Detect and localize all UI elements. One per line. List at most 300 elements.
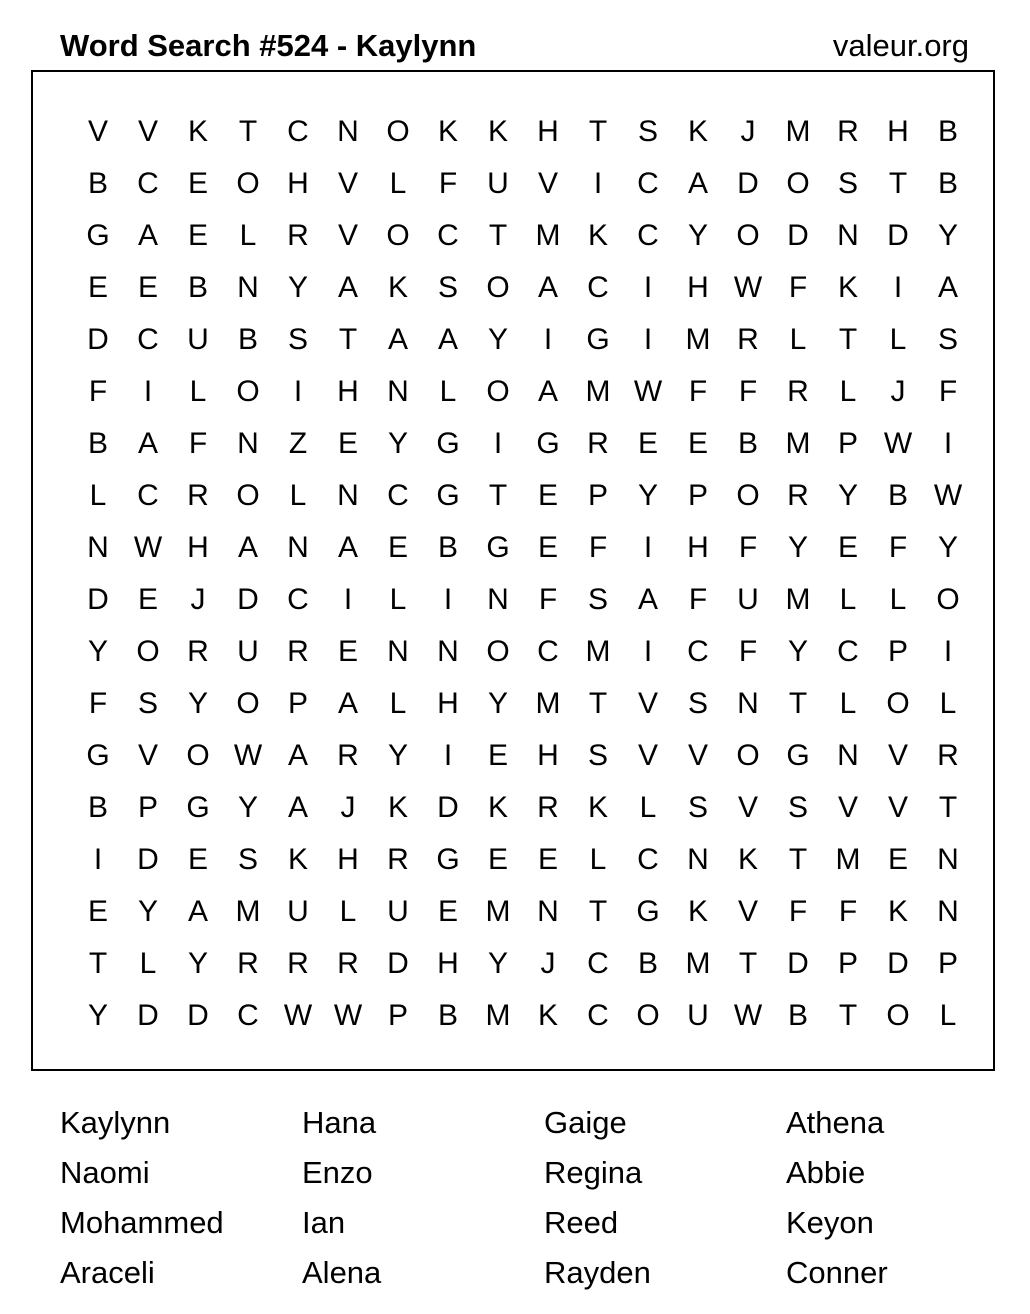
grid-cell: C (537, 635, 559, 668)
grid-cell: J (540, 947, 556, 980)
grid-cell: I (643, 531, 653, 564)
grid-cell: R (787, 479, 809, 512)
grid-cell: W (283, 999, 313, 1032)
grid-cell: V (537, 167, 558, 200)
grid-cell: M (585, 375, 611, 408)
grid-cell: B (887, 479, 908, 512)
grid-cell: O (236, 479, 260, 512)
grid-row (73, 314, 973, 366)
grid-cell: Y (837, 479, 858, 512)
grid-cell: C (287, 583, 309, 616)
word-item: Rayden (544, 1255, 651, 1290)
grid-cell: F (188, 427, 208, 460)
grid-cell: L (639, 791, 657, 824)
grid-cell: E (687, 427, 708, 460)
grid-cell: A (637, 583, 658, 616)
grid-cell: D (787, 219, 809, 252)
word-item: Abbie (786, 1155, 866, 1190)
grid-cell: I (643, 635, 653, 668)
grid-cell: F (588, 531, 608, 564)
grid-cell: R (537, 791, 559, 824)
grid-cell: C (287, 115, 309, 148)
grid-cell: O (236, 375, 260, 408)
grid-cell: M (485, 895, 511, 928)
grid-cell: A (387, 323, 408, 356)
grid-cell: E (387, 531, 408, 564)
grid-cell: H (437, 947, 459, 980)
grid-cell: R (737, 323, 759, 356)
grid-cell: B (937, 115, 958, 148)
grid-cell: N (387, 375, 409, 408)
grid-cell: V (337, 167, 358, 200)
grid-cell: K (387, 791, 408, 824)
grid-cell: E (137, 583, 158, 616)
word-item: Keyon (786, 1205, 874, 1240)
grid-cell: A (137, 219, 158, 252)
grid-cell: L (139, 947, 157, 980)
grid-cell: L (389, 583, 407, 616)
grid-cell: J (340, 791, 356, 824)
grid-cell: H (687, 531, 709, 564)
grid-cell: Y (237, 791, 258, 824)
grid-cell: M (685, 323, 711, 356)
grid-cell: T (588, 895, 608, 928)
word-item: Araceli (60, 1255, 155, 1290)
grid-cell: B (237, 323, 258, 356)
grid-cell: O (936, 583, 960, 616)
grid-cell: V (87, 115, 108, 148)
grid-cell: Y (937, 531, 958, 564)
grid-cell: B (87, 167, 108, 200)
grid-cell: K (687, 115, 708, 148)
grid-cell: C (687, 635, 709, 668)
grid-cell: F (788, 895, 808, 928)
grid-cell: K (687, 895, 708, 928)
grid-cell: Y (787, 635, 808, 668)
grid-cell: Y (787, 531, 808, 564)
grid-cell: I (143, 375, 153, 408)
grid-row (73, 418, 973, 470)
grid-cell: L (239, 219, 257, 252)
grid-cell: T (588, 687, 608, 720)
grid-cell: E (337, 635, 358, 668)
grid-cell: Y (487, 947, 508, 980)
grid-cell: T (838, 323, 858, 356)
grid-cell: O (736, 219, 760, 252)
grid-cell: Y (487, 323, 508, 356)
grid-cell: O (186, 739, 210, 772)
grid-cell: P (387, 999, 408, 1032)
grid-cell: C (237, 999, 259, 1032)
grid-row (73, 938, 973, 990)
grid-cell: E (837, 531, 858, 564)
grid-cell: B (937, 167, 958, 200)
grid-row (73, 366, 973, 418)
grid-cell: C (837, 635, 859, 668)
grid-cell: E (187, 219, 208, 252)
grid-cell: U (487, 167, 509, 200)
grid-cell: L (839, 375, 857, 408)
grid-cell: C (387, 479, 409, 512)
grid-cell: V (637, 687, 658, 720)
grid-cell: G (86, 219, 110, 252)
word-item: Hana (302, 1105, 377, 1140)
grid-cell: E (337, 427, 358, 460)
grid-cell: P (937, 947, 958, 980)
grid-cell: L (439, 375, 457, 408)
grid-cell: H (337, 843, 359, 876)
grid-cell: K (437, 115, 458, 148)
grid-cell: R (237, 947, 259, 980)
grid-cell: A (287, 791, 308, 824)
grid-cell: Y (187, 947, 208, 980)
grid-cell: H (537, 739, 559, 772)
grid-cell: Y (687, 219, 708, 252)
grid-cell: D (137, 999, 159, 1032)
grid-cell: I (493, 427, 503, 460)
grid-cell: B (187, 271, 208, 304)
grid-cell: S (837, 167, 858, 200)
grid-cell: A (337, 271, 358, 304)
grid-cell: I (593, 167, 603, 200)
grid-cell: T (788, 843, 808, 876)
grid-cell: A (337, 531, 358, 564)
grid-cell: K (287, 843, 308, 876)
grid-cell: W (933, 479, 963, 512)
grid-cell: O (736, 739, 760, 772)
grid-cell: Y (187, 687, 208, 720)
grid-cell: K (187, 115, 208, 148)
grid-cell: G (186, 791, 210, 824)
grid-cell: B (737, 427, 758, 460)
grid-cell: L (339, 895, 357, 928)
grid-cell: K (487, 791, 508, 824)
grid-cell: S (637, 115, 658, 148)
grid-cell: G (436, 843, 460, 876)
grid-cell: W (633, 375, 663, 408)
grid-cell: H (187, 531, 209, 564)
grid-cell: O (486, 375, 510, 408)
grid-cell: B (437, 999, 458, 1032)
grid-cell: Y (387, 427, 408, 460)
grid-cell: H (687, 271, 709, 304)
grid-cell: R (287, 947, 309, 980)
grid-cell: W (883, 427, 913, 460)
grid-cell: P (837, 947, 858, 980)
grid-cell: L (389, 167, 407, 200)
grid-cell: F (738, 375, 758, 408)
grid-cell: K (737, 843, 758, 876)
grid-cell: M (785, 115, 811, 148)
grid-cell: Y (637, 479, 658, 512)
grid-cell: I (643, 271, 653, 304)
grid-cell: J (740, 115, 756, 148)
grid-cell: Y (287, 271, 308, 304)
grid-cell: D (237, 583, 259, 616)
grid-cell: D (437, 791, 459, 824)
grid-cell: O (486, 635, 510, 668)
grid-cell: K (587, 791, 608, 824)
grid-cell: T (738, 947, 758, 980)
grid-cell: N (837, 739, 859, 772)
grid-cell: F (538, 583, 558, 616)
grid-row (73, 782, 973, 834)
grid-cell: T (838, 999, 858, 1032)
grid-cell: R (937, 739, 959, 772)
grid-cell: M (485, 999, 511, 1032)
grid-cell: Y (387, 739, 408, 772)
grid-cell: F (88, 687, 108, 720)
grid-cell: W (733, 999, 763, 1032)
grid-cell: C (437, 219, 459, 252)
grid-cell: F (88, 375, 108, 408)
grid-cell: H (887, 115, 909, 148)
grid-cell: R (287, 635, 309, 668)
grid-cell: C (637, 843, 659, 876)
grid-row (73, 990, 973, 1042)
grid-cell: N (537, 895, 559, 928)
grid-cell: W (333, 999, 363, 1032)
grid-cell: M (835, 843, 861, 876)
grid-cell: O (136, 635, 160, 668)
grid-cell: R (187, 635, 209, 668)
grid-cell: F (688, 583, 708, 616)
grid-cell: A (237, 531, 258, 564)
grid-cell: V (687, 739, 708, 772)
grid-cell: M (685, 947, 711, 980)
grid-cell: M (585, 635, 611, 668)
grid-cell: N (287, 531, 309, 564)
grid-cell: L (589, 843, 607, 876)
grid-cell: W (233, 739, 263, 772)
grid-cell: Y (87, 999, 108, 1032)
grid-cell: A (687, 167, 708, 200)
grid-cell: N (387, 635, 409, 668)
grid-cell: T (88, 947, 108, 980)
grid-cell: F (738, 531, 758, 564)
grid-row (73, 210, 973, 262)
grid-cell: N (687, 843, 709, 876)
grid-cell: P (287, 687, 308, 720)
word-item: Naomi (60, 1155, 150, 1190)
grid-cell: T (488, 219, 508, 252)
word-list (60, 1098, 1028, 1298)
grid-cell: R (337, 739, 359, 772)
grid-cell: I (293, 375, 303, 408)
grid-cell: L (839, 583, 857, 616)
grid-cell: O (386, 115, 410, 148)
site-name: valeur.org (832, 28, 969, 63)
grid-cell: I (943, 635, 953, 668)
grid-cell: P (887, 635, 908, 668)
grid-cell: I (443, 739, 453, 772)
grid-cell: U (737, 583, 759, 616)
grid-cell: T (338, 323, 358, 356)
grid-cell: E (87, 271, 108, 304)
grid-cell: T (588, 115, 608, 148)
grid-cell: K (587, 219, 608, 252)
grid-cell: C (137, 479, 159, 512)
grid-cell: W (133, 531, 163, 564)
grid-cell: E (537, 843, 558, 876)
grid-cell: A (137, 427, 158, 460)
grid-cell: J (890, 375, 906, 408)
grid-cell: K (887, 895, 908, 928)
grid-cell: Y (137, 895, 158, 928)
grid-cell: Y (87, 635, 108, 668)
grid-cell: O (886, 687, 910, 720)
grid-cell: O (786, 167, 810, 200)
grid-cell: D (887, 219, 909, 252)
grid-cell: V (837, 791, 858, 824)
grid-cell: G (786, 739, 810, 772)
grid-cell: O (236, 687, 260, 720)
grid-row (73, 886, 973, 938)
grid-cell: G (636, 895, 660, 928)
grid-cell: O (486, 271, 510, 304)
grid-cell: D (187, 999, 209, 1032)
grid-cell: I (343, 583, 353, 616)
grid-cell: U (287, 895, 309, 928)
grid-cell: V (637, 739, 658, 772)
grid-cell: A (337, 687, 358, 720)
grid-cell: D (887, 947, 909, 980)
grid-cell: S (137, 687, 158, 720)
grid-cell: L (289, 479, 307, 512)
word-item: Conner (786, 1255, 888, 1290)
grid-cell: M (235, 895, 261, 928)
grid-cell: K (537, 999, 558, 1032)
grid-cell: C (637, 219, 659, 252)
grid-cell: R (587, 427, 609, 460)
grid-cell: D (737, 167, 759, 200)
word-item: Kaylynn (60, 1105, 171, 1140)
grid-row (73, 834, 973, 886)
grid-cell: V (737, 791, 758, 824)
grid-cell: D (787, 947, 809, 980)
grid-cell: L (939, 687, 957, 720)
grid-cell: M (785, 583, 811, 616)
grid-cell: D (87, 583, 109, 616)
grid-cell: V (337, 219, 358, 252)
grid-cell: N (337, 115, 359, 148)
grid-cell: F (888, 531, 908, 564)
grid-cell: B (87, 427, 108, 460)
grid-cell: G (86, 739, 110, 772)
grid-cell: A (187, 895, 208, 928)
grid-cell: N (237, 427, 259, 460)
grid-cell: E (537, 479, 558, 512)
grid-cell: T (488, 479, 508, 512)
grid-cell: O (736, 479, 760, 512)
grid-cell: S (287, 323, 308, 356)
grid-row (73, 470, 973, 522)
grid-cell: G (436, 427, 460, 460)
grid-cell: A (287, 739, 308, 772)
grid-cell: A (537, 375, 558, 408)
grid-cell: L (789, 323, 807, 356)
grid-cell: K (837, 271, 858, 304)
grid-cell: H (437, 687, 459, 720)
grid-cell: P (837, 427, 858, 460)
grid-cell: I (893, 271, 903, 304)
grid-row (73, 678, 973, 730)
grid-row (73, 626, 973, 678)
grid-cell: C (587, 271, 609, 304)
grid-cell: O (386, 219, 410, 252)
grid-cell: S (587, 583, 608, 616)
grid-cell: F (788, 271, 808, 304)
word-item: Athena (786, 1105, 885, 1140)
grid-cell: E (487, 739, 508, 772)
grid-cell: E (637, 427, 658, 460)
grid-cell: B (87, 791, 108, 824)
grid-cell: R (187, 479, 209, 512)
grid-cell: E (137, 271, 158, 304)
word-item: Gaige (544, 1105, 627, 1140)
grid-cell: V (887, 791, 908, 824)
grid-cell: I (443, 583, 453, 616)
grid-row (73, 106, 973, 158)
grid-cell: Z (288, 427, 308, 460)
grid-cell: G (436, 479, 460, 512)
grid-cell: E (187, 843, 208, 876)
grid-cell: A (937, 271, 958, 304)
grid-cell: T (938, 791, 958, 824)
grid-cell: E (537, 531, 558, 564)
grid-row (73, 522, 973, 574)
grid-cell: T (888, 167, 908, 200)
grid-cell: R (287, 219, 309, 252)
grid-cell: E (187, 167, 208, 200)
grid-cell: N (937, 895, 959, 928)
grid-cell: V (137, 115, 158, 148)
grid-cell: R (837, 115, 859, 148)
grid-cell: D (387, 947, 409, 980)
grid-cell: S (237, 843, 258, 876)
grid-cell: I (943, 427, 953, 460)
grid-row (73, 262, 973, 314)
page-title: Word Search #524 - Kaylynn (60, 28, 477, 63)
grid-cell: L (939, 999, 957, 1032)
grid-cell: V (137, 739, 158, 772)
grid-cell: R (387, 843, 409, 876)
grid-cell: N (487, 583, 509, 616)
grid-cell: C (637, 167, 659, 200)
grid-cell: U (237, 635, 259, 668)
grid-cell: E (87, 895, 108, 928)
grid-cell: S (787, 791, 808, 824)
grid-cell: M (785, 427, 811, 460)
grid-cell: N (737, 687, 759, 720)
grid-cell: L (189, 375, 207, 408)
grid-cell: I (93, 843, 103, 876)
grid-cell: U (387, 895, 409, 928)
grid-cell: T (788, 687, 808, 720)
grid-cell: L (889, 323, 907, 356)
word-item: Alena (302, 1255, 382, 1290)
grid-cell: S (687, 687, 708, 720)
grid-cell: A (437, 323, 458, 356)
word-item: Reed (544, 1205, 619, 1240)
puzzle-box (31, 70, 995, 1071)
grid-cell: R (337, 947, 359, 980)
grid-cell: U (687, 999, 709, 1032)
grid-cell: G (486, 531, 510, 564)
grid-cell: N (837, 219, 859, 252)
word-item: Ian (302, 1205, 346, 1240)
grid-cell: F (838, 895, 858, 928)
